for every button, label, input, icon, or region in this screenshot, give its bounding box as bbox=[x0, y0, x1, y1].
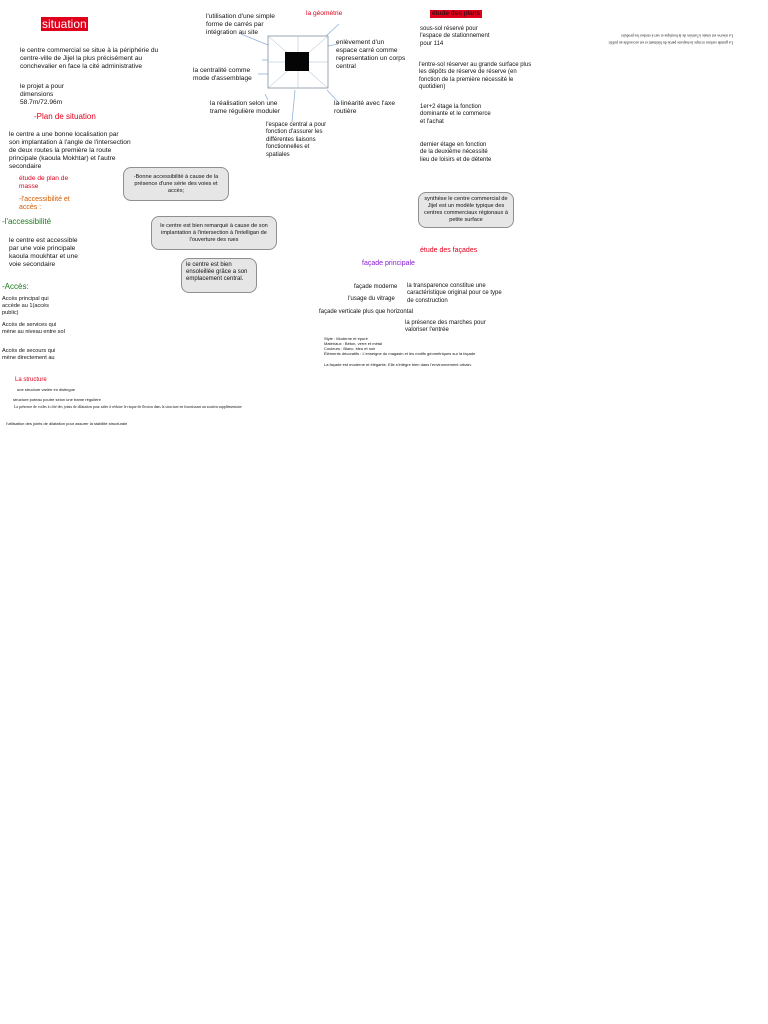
facade-transparence-text: la transparence constitue une caractéristique original pour ce type de construction bbox=[407, 283, 502, 304]
plans-sous-sol-text: sous-sol réservé pour l'espace de stationnement pour 114 bbox=[420, 26, 490, 47]
central-void-square bbox=[285, 52, 309, 71]
geometrie-evidement-text: enlèvement d'un espace carré comme representation un corps central bbox=[336, 39, 406, 70]
accessibility-heading: -l'accessibilité bbox=[2, 217, 52, 226]
facade-vitrage-text: l'usage du vitrage bbox=[348, 296, 395, 302]
geometrie-espace-central-text: l'espace central a pour fonction d'assurer les différentes liaisons fonctionnelles et spatiales bbox=[266, 122, 327, 158]
facade-verticale-text: façade verticale plus que horizontal bbox=[319, 309, 414, 315]
geometrie-linearite-text: la linéarité avec l'axe routière bbox=[334, 100, 396, 115]
facade-moderne-text: façade moderne bbox=[354, 284, 398, 290]
facade-materiaux-text: Matériaux : Béton, verre et métal bbox=[324, 341, 383, 346]
situation-location-text: le centre commercial se situe à la périphérie du centre-ville de Jijel la plus précisément au conchevalier en face la cité administrative bbox=[20, 47, 159, 70]
centre-ensoleille-box: le centre est bien ensoleillée grâce a son emplacement central. bbox=[181, 258, 257, 293]
plans-entre-sol-text: l'entre-sol réserver au grande surface plus les dépôts de réserve de réserve (en fonction de la première nécessité le quotidien) bbox=[419, 62, 532, 91]
facade-principale-heading: façade principale bbox=[362, 260, 415, 267]
facade-couleurs-text: Couleurs : Blanc, bleu et noir bbox=[324, 346, 376, 351]
plans-etage-text: 1er+2 étage la fonction dominante et le commerce et l'achat bbox=[420, 104, 491, 125]
geometrie-simple-text: l'utilisation d'une simple forme de carrés par intégration au site bbox=[206, 13, 275, 36]
plans-dernier-etage-text: dernier étage en fonction de la deuxième nécessité lieu de loisirs et de détente bbox=[420, 142, 492, 163]
project-dimensions-text: le projet a pour dimensions 58.7m/72.96m bbox=[20, 83, 64, 106]
geometrie-trame-text: la réalisation selon une trame régulière moduler bbox=[210, 100, 280, 115]
facade-elements-text: Éléments décoratifs : L'enseigne du magasin et les motifs géométriques sur la façade bbox=[324, 351, 476, 356]
geometrie-heading: la géométrie bbox=[306, 10, 343, 17]
bonne-accessibilite-box: -Bonne accessibilité à cause de la présence d'une série des voies et accès; bbox=[123, 167, 229, 201]
access-heading: -l'accessibilité et accès : bbox=[19, 196, 70, 211]
acces-main-text: Accès principal qui accède au 1(accès public) bbox=[2, 296, 49, 316]
facade-marches-text: la présence des marches pour valoriser l'entrée bbox=[405, 320, 486, 334]
structure-line-4: l'utilisation des joints de dilatation pour assurer la stabilité structurale bbox=[6, 421, 128, 426]
plan-situation-heading: -Plan de situation bbox=[34, 112, 96, 121]
acces-heading: -Accès: bbox=[2, 282, 29, 291]
structure-line-2: structure poteau poutre selon une trame régulière bbox=[13, 397, 101, 402]
plans-corner-note-1: La grande surface occupe la majeure partie du bâtiment et est accessible au public bbox=[608, 40, 733, 45]
facade-conclusion-text: La façade est moderne et élégante. Elle s'intègre bien dans l'environnement urbain. bbox=[324, 362, 472, 367]
plans-corner-note-2: La réserve est située à l'arrière de la boutique et sert à stocker les produits bbox=[621, 33, 733, 38]
acces-services-text: Accès de services qui mène au niveau entre sol bbox=[2, 322, 65, 335]
structure-heading: La structure bbox=[15, 377, 47, 383]
acces-secours-text: Accès de secours qui mène directement au bbox=[2, 348, 56, 361]
situation-title: situation bbox=[42, 17, 87, 31]
accessibility-text: le centre est accessible par une voie principale kaoula moukhtar et une voie secondaire bbox=[9, 237, 78, 268]
masse-heading: étude de plan de masse bbox=[19, 175, 69, 190]
synthese-box: synthèse le centre commercial de Jijel est un modèle typique des centres commerciaux régionaux à petite surface bbox=[418, 192, 514, 228]
centre-remarque-box: le centre est bien remarqué à cause de son implantation à l'intersection à l'intelligan de l'ouverture des rues bbox=[151, 216, 277, 250]
structure-line-1: une structure variée en distingue bbox=[17, 387, 76, 392]
structure-line-3: La présence de voiles à côté des joints de dilatation pour aider à réduire le risque de flexion dans la structure en fournissant un soutien supplémentaire bbox=[14, 405, 242, 409]
facades-heading: étude des façades bbox=[420, 247, 478, 254]
connector-line bbox=[292, 90, 295, 122]
facade-style-text: Style : Moderne et épuré bbox=[324, 336, 368, 341]
plan-situation-text: le centre a une bonne localisation par son implantation à l'angle de l'intersection de deux routes la première la route principale (kaoula Mokhtar) et l'autre secondaire bbox=[9, 131, 131, 170]
geometrie-centralite-text: la centralité comme mode d'assemblage bbox=[193, 67, 252, 82]
plans-heading: étude des plans bbox=[432, 10, 480, 17]
